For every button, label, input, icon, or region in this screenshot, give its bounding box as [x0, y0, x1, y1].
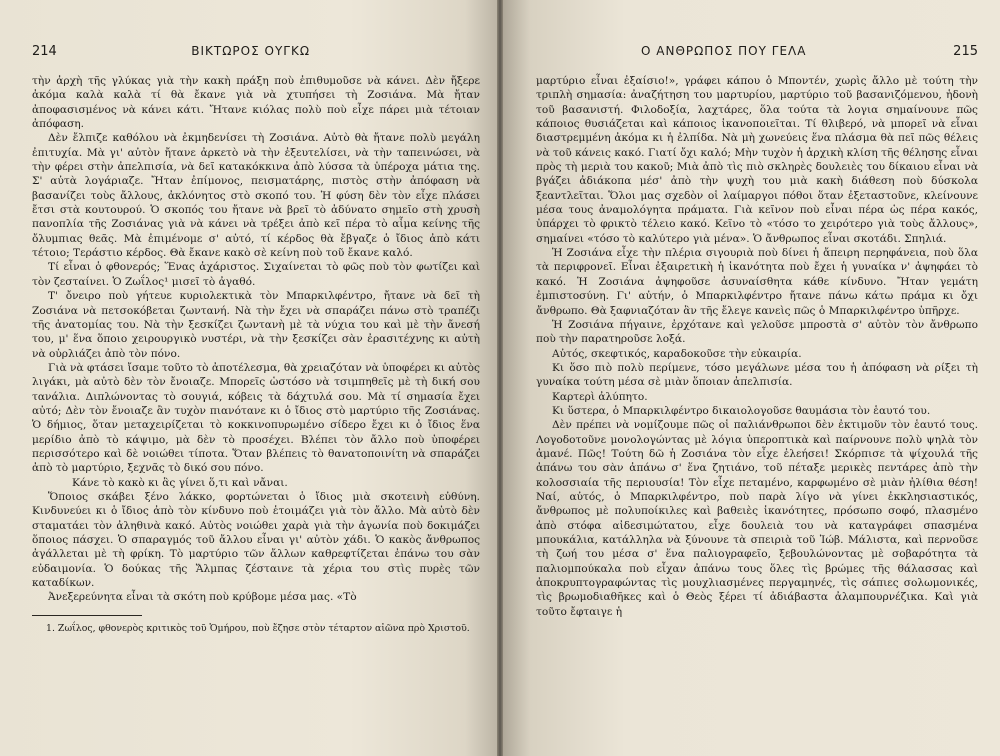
- paragraph: Γιὰ νὰ φτάσει ἴσαμε τοῦτο τὸ ἀποτέλεσμα, θὰ χρειαζόταν νὰ ὑποφέρει κι αὐτὸς λιγάκι, μὰ αὐτὸ δὲν τὸν ἔνοιαζε. Μπορεῖς ὡστόσο νὰ τσιμπηθεῖς μὲ τὴ δική σου τανάλια. Διπλώνοντας τὸ σουγιά, κόβεις τὰ δάχτυλά σου. Μὰ τί σημασία ἔχει αὐτό; Δὲν τὸν ἔνοιαζε ἂν τυχὸν πιανότανε κι ὁ ἴδιος στὸ μαρτύριο τῆς Ζοσιάνας. Ὁ δήμιος, ὅταν μεταχειρίζεται τὸ κοκκινοπυρωμένο σίδερο ἔχει κι ὁ ἴδιος ἕνα μερίδιο ἀπὸ τὸ κάψιμο, μὰ δὲν τὸ προσέχει. Βλέπει τὸν ἄλλο ποὺ ὑποφέρει περισσότερο καὶ δὲ νοιώθει τίποτα. Ὅταν βλέπεις τὸ θανατοποινίτη νὰ σπαράζει ἀπὸ τὸ μαρτύριο, ξεχνᾶς τὸ δικό σου πόνο.: [32, 361, 480, 475]
- left-running-title: ΒΙΚΤΩΡΟΣ ΟΥΓΚΩ: [191, 44, 310, 58]
- left-body-text: [32, 74, 480, 605]
- right-page: [500, 0, 1000, 756]
- paragraph: Ὅποιος σκάβει ξένο λάκκο, φορτώνεται ὁ ἴδιος μιὰ σκοτεινὴ εὐθύνη. Κινδυνεύει κι ὁ ἴδιος ἀπὸ τὸν κίνδυνο ποὺ ἑτοιμάζει γιὰ τὸν ἄλλο. Μὰ αὐτὸ δὲν σταματάει τὸν ἀληθινὰ κακό. Αὐτὸς νοιώθει χαρὰ γιὰ τὴν ἀγωνία ποὺ δοκιμάζει ὅποιος πάσχει. Ὁ σπαραγμός τοῦ ἄλλου εἶναι γι' αὐτὸν χάδι. Ὁ κακὸς ἄνθρωπος ἀγάλλεται μὲ τὴ φρίκη. Τὸ μαρτύριο τῶν ἄλλων καθρεφτίζεται ἐπάνω του σὰν εὐδαιμονία. Ὁ δούκας τῆς Ἄλμπας ζέσταινε τὰ χέρια του στὶς πυρὲς τῶν καταδίκων.: [32, 490, 480, 590]
- footnote-divider: [32, 615, 142, 616]
- right-running-head: [536, 44, 978, 70]
- right-running-title: Ο ΑΝΘΡΩΠΟΣ ΠΟΥ ΓΕΛΑ: [641, 44, 807, 58]
- paragraph: Ἀνεξερεύνητα εἶναι τὰ σκότη ποὺ κρύβομε μέσα μας. «Τὸ: [48, 591, 357, 604]
- paragraph: Κι ὕστερα, ὁ Μπαρκιλφέντρο δικαιολογοῦσε θαυμάσια τὸν ἑαυτό του.: [552, 404, 931, 417]
- footnote: 1. Ζωΐλος, φθονερὸς κριτικὸς τοῦ Ὁμήρου, ποὺ ἔζησε στὸν τέταρτον αἰῶνα πρὸ Χριστοῦ.: [46, 622, 470, 634]
- left-running-head: [32, 44, 480, 70]
- paragraph: Αὐτός, σκεφτικός, καραδοκοῦσε τὴν εὐκαιρία.: [552, 347, 802, 360]
- paragraph: Δὲν ἔλπιζε καθόλου νὰ ἐκμηδενίσει τὴ Ζοσιάνα. Αὐτὸ θὰ ἤτανε πολὺ μεγάλη ἐπιτυχία. Μὰ γι' αὐτὸν ἤτανε ἀρκετὸ νὰ τὴν ἐξευτελίσει, νὰ τὴν ταπεινώσει, νὰ τὴν φέρει στὴν ἀπελπισία, νὰ δεῖ κατακόκκινα ἀπὸ λύσσα τὰ ὑπέροχα μάτια της. Σ' αὐτὰ λογάριαζε. Ἤταν ἐπίμονος, πεισματάρης, πιστὸς στὴν ἀπόφαση νὰ βασανίζει τοὺς ἄλλους, ἀκλόνητος στὸ σκοπό του. Ἡ φύση δὲν τὸν εἶχε πλάσει ἔτσι στὰ κουτουρού. Ὁ σκοπός του ἤτανε νὰ βρεῖ τὸ ἀδύνατο σημεῖο στὴ χρυσὴ πανοπλία τῆς Ζοσιάνας γιὰ νὰ κάνει νὰ τρέξει ἀπὸ κεῖ πέρα τὸ αἷμα κείνης τῆς ὄλυμπιας θεᾶς. Μὰ ἐπιμένομε σ' αὐτό, τί κέρδος θὰ ἔβγαζε ὁ ἴδιος ἀπὸ κάτι τέτοιο; Τεράστιο κέρδος. Θὰ ἔκανε κακὸ σὲ κείνη ποὺ τοῦ ἔκανε καλό.: [32, 132, 480, 260]
- book-gutter: [497, 0, 503, 756]
- paragraph: Δὲν πρέπει νὰ νομίζουμε πῶς οἱ παλιάνθρωποι δὲν ἐκτιμοῦν τὸν ἑαυτό τους. Λογοδοτοῦνε μονολογώντας μὲ λόγια ὑπεροπτικὰ καὶ παίρνουνε πολὺ ψηλὰ τὸν ἀμανέ. Πῶς! Τούτη δῶ ἡ Ζοσιάνα τὸν εἶχε ἐλεήσει! Σκόρπισε τὰ ψίχουλά τῆς ἀπάνω του σὰν ἀπάνω σ' ἕνα ζητιάνο, τοῦ πέταξε μερικὲς πεντάρες ἀπὸ τὴν κολοσσιαία τῆς περιουσία! Τὸν εἶχε πεταμένο, καρφωμένο σὲ μιὰν ἠλίθια θέση! Ναί, αὐτός, ὁ Μπαρκιλφέντρο, ποὺ παρὰ λίγο νὰ γίνει ἐκκλησιαστικός, ἄνθρωπος μὲ πολυποίκιλες καὶ βαθειὲς ἱκανότητες, πρόσωπο σοφό, πλασμένο ἀπὸ στόφα αἰδεσιμώτατου, εἶχε δουλειὰ του νὰ καταγράφει σπασμένα μπουκάλια, κατάλληλα νὰ ξύνουνε τὰ σπειριὰ τοῦ Ἰώβ. Μάλιστα, καὶ περνοῦσε τὴ ζωή του μέσα σ' ἕνα παλιογραφεῖο, ξεβουλώνοντας μὲ σοβαρότητα τὰ παλιομπούκαλα ποὺ εἶχαν ἀπάνω τους ὅλες τὶς βρώμες τῆς θάλασσας καὶ ἀποκρυπτογραφώντας τὶς μουχλιασμένες περγαμηνές, τὶς σάπιες σολωμονικές, τὶς βρωμοδιαθῆκες καὶ ὁ Θεὸς ξέρει τί ἀδιάβαστα ἀλαμπουρνέζικα. Καὶ γιὰ τοῦτο ἔφταιγε ἡ: [536, 419, 978, 618]
- paragraph: Τί εἶναι ὁ φθονερός; Ἕνας ἀχάριστος. Σιχαίνεται τὸ φῶς ποὺ τὸν φωτίζει καὶ τὸν ζεσταίνει. Ὁ Ζωΐλος¹ μισεῖ τὸ ἀγαθό.: [32, 261, 480, 288]
- right-page-number: 215: [953, 44, 978, 59]
- paragraph: μαρτύριο εἶναι ἐξαίσιο!», γράφει κάπου ὁ Μποντέν, χωρὶς ἄλλο μὲ τούτη τὴν τριπλὴ σημασία: ἀναζήτηση του μαρτυρίου, μαρτύριο τοῦ βασανιζόμενου, ἡδονὴ τοῦ βασανιστή. Φιλοδοξία, λαχτάρες, ὅλα τούτα τὰ λογια σημαίνουνε πῶς κάποιος θυσιάζεται καὶ κάποιος ἱκανοποιεῖται. Τί θλιβερό, νὰ μπορεῖ νὰ εἶναι διαστρεμμένη ἀκόμα κι ἡ ἐλπίδα. Νὰ μὴ χωνεύεις ἕνα πλάσμα θὰ πεῖ πῶς θέλεις νὰ τοῦ κάνεις κακό. Γιατί ὄχι καλό; Μὴν τυχὸν ἡ ἀρχικὴ κλίση τῆς θέλησης εἶναι πρὸς τὴ μεριὰ του κακοῦ; Μιὰ ἀπὸ τὶς πιὸ σκληρὲς δουλειὲς του δίκαιου εἶναι νὰ βγάζει ἀδιάκοπα μέσ' ἀπὸ τὴν ψυχὴ του μιὰ κακὴ διάθεση ποὺ δύσκολα ξεαντλεῖται. Ὅλοι μας σχεδὸν οἱ λαίμαργοι πόθοι ὅταν ἐξεταστοῦνε, κλείνουνε μέσα τους ἀναμολόγητα πράματα. Γιὰ κεῖνον ποὺ εἶναι πέρα ὡς πέρα κακός, ὑπάρχει τὸ φρικτὸ τέλειο κακό. Κεῖνο τὸ «τόσο το χειρότερο γιὰ τοὺς ἄλλους», σημαίνει «τόσο τὸ καλύτερο γιὰ μένα». Ὁ ἄνθρωπος εἶναι σκοτάδι. Σπηλιά.: [536, 75, 978, 245]
- paragraph: Κάνε τὸ κακὸ κι ἂς γίνει ὅ,τι καὶ νἄναι.: [72, 476, 288, 489]
- paragraph: Κι ὅσο πιὸ πολὺ περίμενε, τόσο μεγάλωνε μέσα του ἡ ἀπόφαση νὰ ρίξει τὴ γυναίκα τούτη μέσα σὲ μιὰν ὅποιαν ἀπελπισία.: [536, 361, 978, 389]
- paragraph: Ἡ Ζοσιάνα πήγαινε, ἐρχότανε καὶ γελοῦσε μπροστὰ σ' αὐτὸν τὸν ἄνθρωπο ποὺ τὴν παρατηροῦσε λοξά.: [536, 318, 978, 346]
- paragraph: Ἡ Ζοσιάνα εἶχε τὴν πλέρια σιγουριὰ ποὺ δίνει ἡ ἄπειρη περηφάνεια, ποὺ ὅλα τὰ περιφρονεῖ. Εἶναι ἐξαιρετικὴ ἡ ἱκανότητα ποὺ ἔχει ἡ γυναίκα ν' ἀψηφάει τὸ κακό. Ἡ Ζοσιάνα ἀψηφοῦσε ἀσυναίσθητα κάθε κίνδυνο. Ἤταν γεμάτη ἐμπιστοσύνη. Γι' αὐτήν, ὁ Μπαρκιλφέντρο ἤτανε πάνω κάτω πράμα κι ὄχι ἄνθρωπο. Θὰ ξαφνιαζόταν ἂν τῆς ἔλεγε κανεὶς πῶς ὁ Μπαρκιλφέντρο ὑπῆρχε.: [536, 247, 978, 317]
- paragraph: Τ' ὄνειρο ποὺ γήτευε κυριολεκτικὰ τὸν Μπαρκιλφέντρο, ἤτανε νὰ δεῖ τὴ Ζοσιάνα νὰ πετσοκόβεται ζωντανή. Νὰ τὴν ἔχει νὰ σπαράζει πάνω στὸ τραπέζι τῆς ἀνατομίας του. Νὰ τὴν ξεσκίζει ζωντανὴ μὲ τὰ νύχια του καὶ μὲ τὴν ἄνεσή του, μ' ἕνα ὅποιο χειρουργικὸ νυστέρι, νὰ τὴν ξεσκίζει σὰν ἐρασιτέχνης κι αὐτὴ νὰ οὐρλιάζει ἀπὸ τὸν πόνο.: [32, 290, 480, 360]
- left-page-number: 214: [32, 44, 57, 59]
- paragraph: τὴν ἀρχὴ τῆς γλύκας γιὰ τὴν κακὴ πράξη ποὺ ἐπιθυμοῦσε νὰ κάνει. Δὲν ἤξερε ἀκόμα καλὰ καλὰ τί θὰ ἔκανε γιὰ νὰ χτυπήσει τὴ Ζοσιάνα. Μὰ ἤταν ἀποφασισμένος νὰ κάνει κάτι. Ἤτανε κιόλας πολὺ ποὺ εἶχε πάρει μιὰ τέτοιαν ἀπόφαση.: [32, 75, 480, 131]
- paragraph: Καρτερὶ ἀλύπητο.: [552, 390, 648, 403]
- right-body-text: [536, 74, 978, 619]
